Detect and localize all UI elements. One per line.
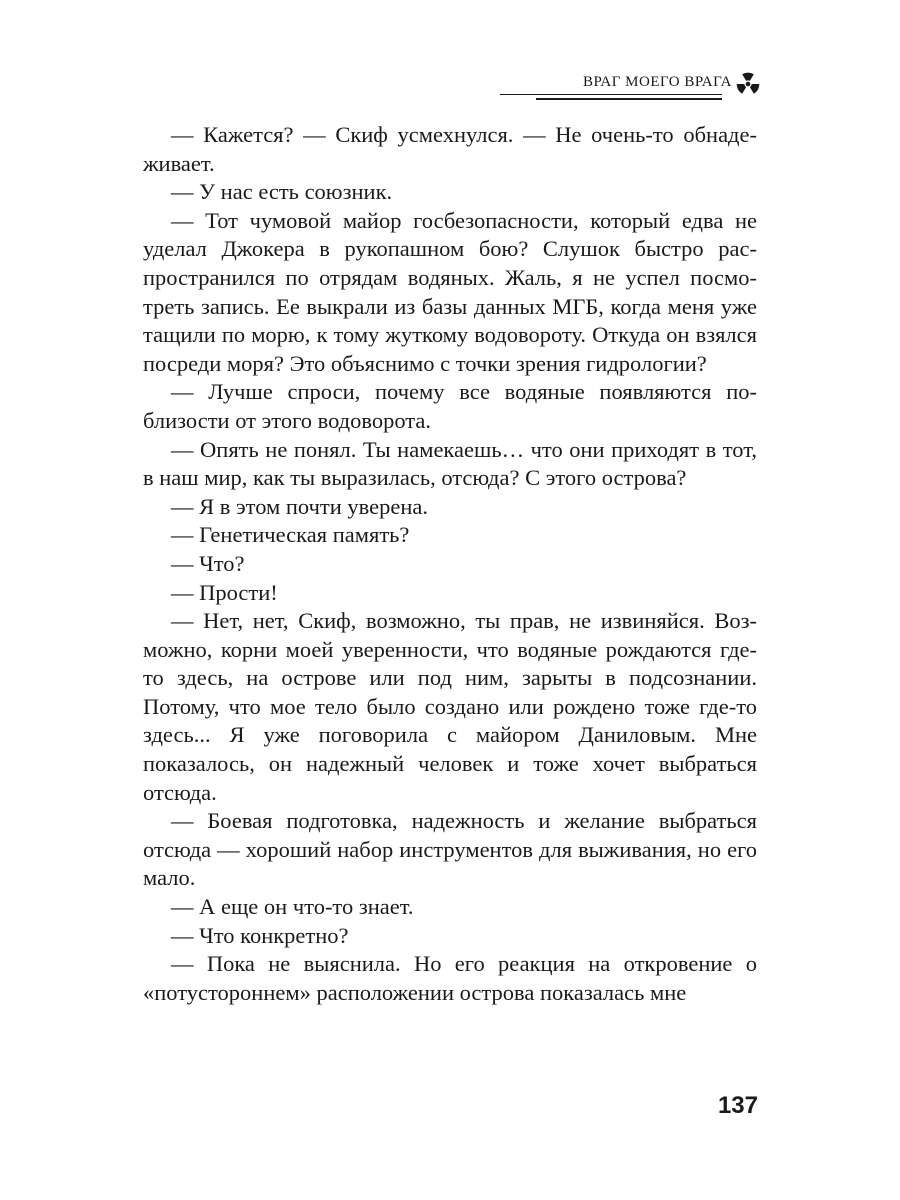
- body-text: [143, 121, 757, 1007]
- paragraph: — Я в этом почти уверена.: [171, 493, 429, 519]
- paragraph: — А еще он что-то знает.: [171, 894, 414, 920]
- paragraph: — Пока не выяснила. Но его реакция на откровение о «потустороннем» расположении острова показалась мне: [143, 951, 757, 1005]
- paragraph: — Что конкретно?: [171, 922, 349, 948]
- paragraph: — Боевая подготовка, надежность и желание выбраться отсюда — хороший набор инструментов для выживания, но его мало.: [143, 808, 757, 891]
- page-number: 137: [717, 1092, 758, 1119]
- paragraph: — Тот чумовой майор госбезопасности, который едва не уделал Джокера в рукопашном бою? Слушок быстро распространился по отрядам водяных. Жаль, я не успел посмотреть запись. Ее выкрали из базы данных МГБ, когда меня уже тащили по морю, к тому жуткому водовороту. Откуда он взялся посреди моря? Это объяснимо с точки зрения гидрологии?: [143, 207, 757, 376]
- paragraph: — Нет, нет, Скиф, возможно, ты прав, не извиняйся. Возможно, корни моей уверенности, что водяные рождаются где-то здесь, на острове или под ним, зарыты в подсознании. Потому, что мое тело было создано или рождено тоже где-то здесь... Я уже поговорила с майором Даниловым. Мне показалось, он надежный человек и тоже хочет выбраться отсюда.: [143, 608, 757, 805]
- paragraph: — У нас есть союзник.: [171, 179, 393, 205]
- paragraph: — Генетическая память?: [171, 522, 410, 548]
- paragraph: — Лучше спроси, почему все водяные появляются поблизости от этого водоворота.: [143, 379, 757, 433]
- paragraph: — Прости!: [171, 579, 278, 605]
- radiation-icon: [736, 72, 760, 96]
- paragraph: — Что?: [171, 550, 245, 576]
- header-rule-thin: [500, 94, 722, 95]
- running-head: [500, 70, 760, 104]
- header-rule-thick: [536, 98, 722, 100]
- paragraph: — Кажется? — Скиф усмехнулся. — Не очень-то обнадеживает.: [143, 122, 757, 176]
- paragraph: — Опять не понял. Ты намекаешь… что они приходят в тот, в наш мир, как ты выразилась, отсюда? С этого острова?: [143, 436, 757, 491]
- running-title: ВРАГ МОЕГО ВРАГА: [582, 74, 732, 90]
